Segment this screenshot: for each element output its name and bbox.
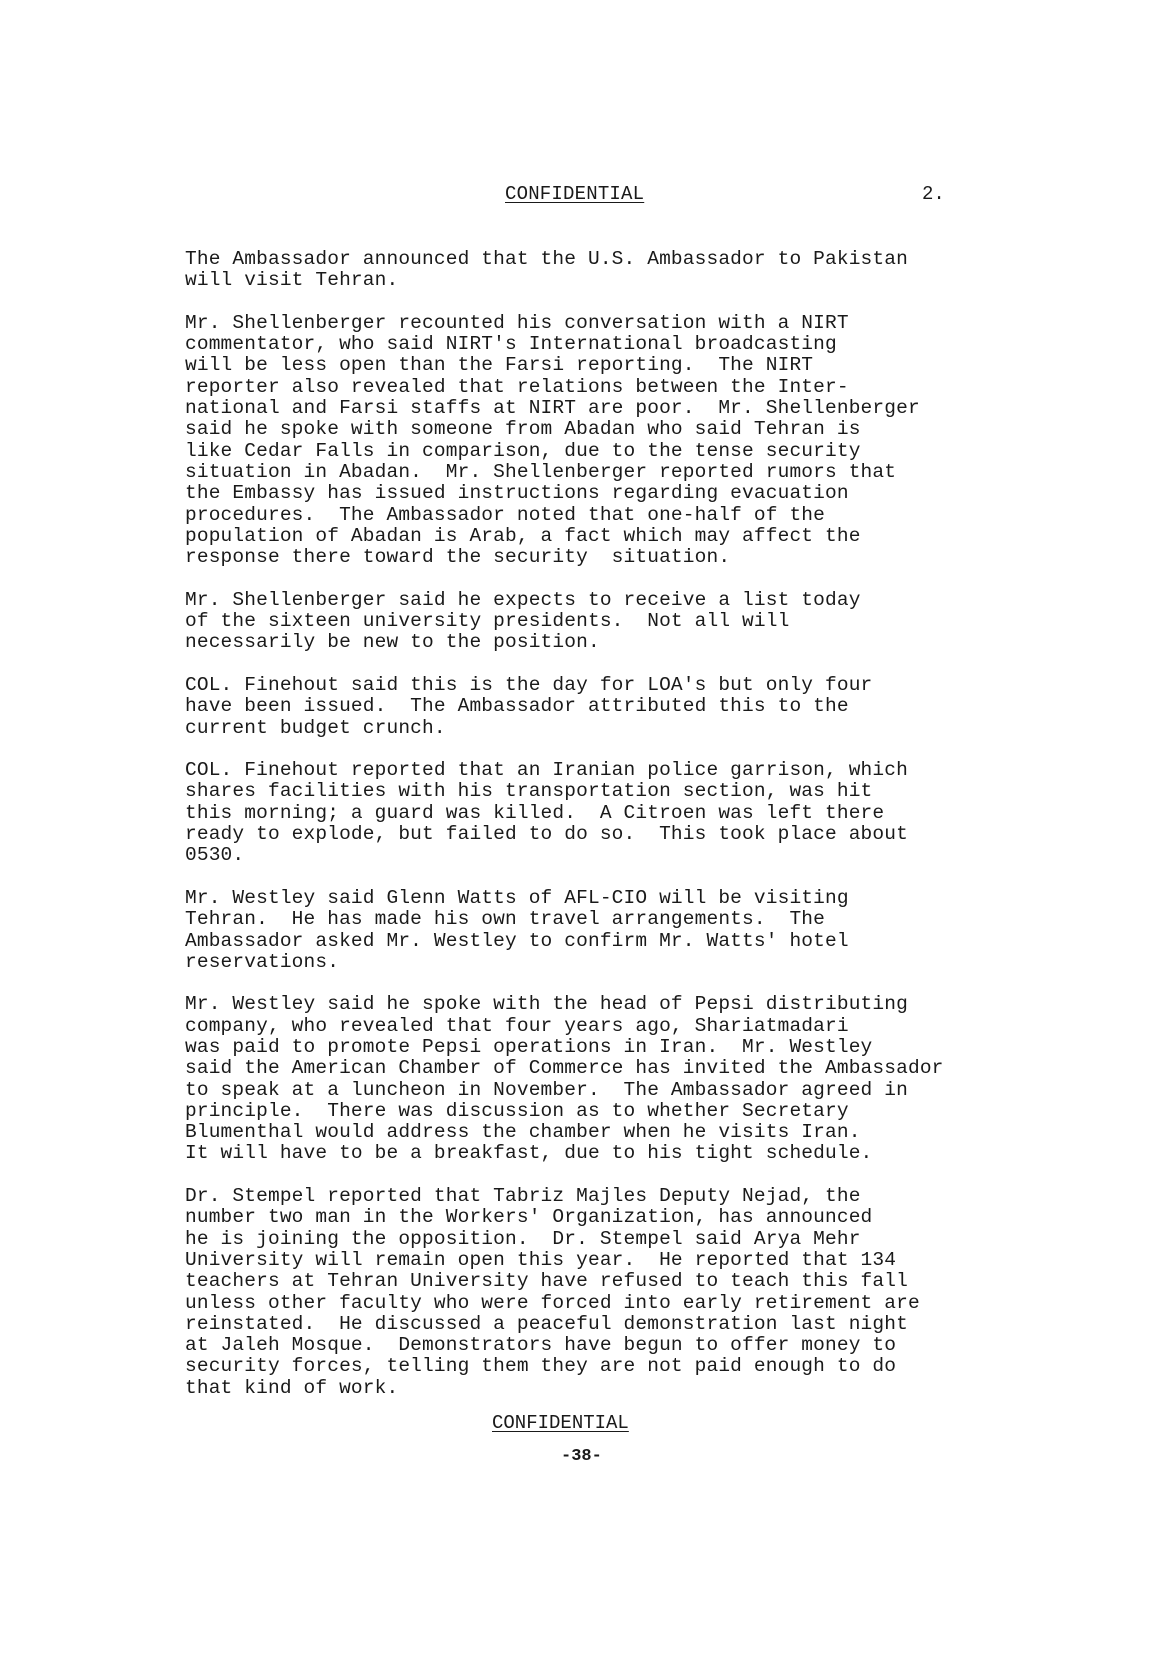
footer-classification-marking: CONFIDENTIAL (492, 1412, 629, 1434)
paragraph-finehout-loa: COL. Finehout said this is the day for LOA's but only four have been issued. The Ambassador attributed this to the current budget crunch. (185, 673, 873, 739)
paragraph-stempel-report: Dr. Stempel reported that Tabriz Majles Deputy Nejad, the number two man in the Workers' Organization, has announced he is joining the opposition. Dr. Stempel said Arya Mehr University will remain open this year. He reported that 134 teachers at Tehran University have refused to teach this fall unless other faculty who were forced into early retirement are reinstated. He discussed a peaceful demonstration last night at Jaleh Mosque. Demonstrators have begun to offer money to security forces, telling them they are not paid enough to do that kind of work. (185, 1185, 920, 1399)
paragraph-ambassador-pakistan-visit: The Ambassador announced that the U.S. Ambassador to Pakistan will visit Tehran. (185, 248, 908, 292)
document-body (185, 249, 1005, 1420)
paragraph-westley-watts: Mr. Westley said Glenn Watts of AFL-CIO will be visiting Tehran. He has made his own travel arrangements. The Ambassador asked Mr. Westley to confirm Mr. Watts' hotel reservations. (185, 886, 849, 973)
paragraph-westley-pepsi: Mr. Westley said he spoke with the head of Pepsi distributing company, who revealed that four years ago, Shariatmadari was paid to promote Pepsi operations in Iran. Mr. Westley said the American Chamber of Commerce has invited the Ambassador to speak at a luncheon in November. The Ambassador agreed in principle. There was discussion as to whether Secretary Blumenthal would address the chamber when he visits Iran. It will have to be a breakfast, due to his tight schedule. (185, 993, 944, 1165)
paragraph-finehout-garrison: COL. Finehout reported that an Iranian police garrison, which shares facilities with his transportation section, was hit this morning; a guard was killed. A Citroen was left there ready to explode, but failed to do so. This took place about 0530. (185, 759, 908, 867)
paragraph-shellenberger-nirt: Mr. Shellenberger recounted his conversation with a NIRT commentator, who said NIRT's International broadcasting will be less open than the Farsi reporting. The NIRT reporter also revealed that relations between the Inter- national and Farsi staffs at NIRT are poor. Mr. Shellenberger said he spoke with someone from Abadan who said Tehran is like Cedar Falls in comparison, due to the tense security situation in Abadan. Mr. Shellenberger reported rumors that the Embassy has issued instructions regarding evacuation procedures. The Ambassador noted that one-half of the population of Abadan is Arab, a fact which may affect the response there toward the security situation. (185, 311, 920, 569)
header-page-number: 2. (922, 183, 945, 205)
paragraph-shellenberger-presidents: Mr. Shellenberger said he expects to receive a list today of the sixteen university presidents. Not all will necessarily be new to the position. (185, 588, 861, 654)
footer-page-number: -38- (561, 1447, 602, 1466)
header-classification-marking: CONFIDENTIAL (505, 183, 645, 205)
